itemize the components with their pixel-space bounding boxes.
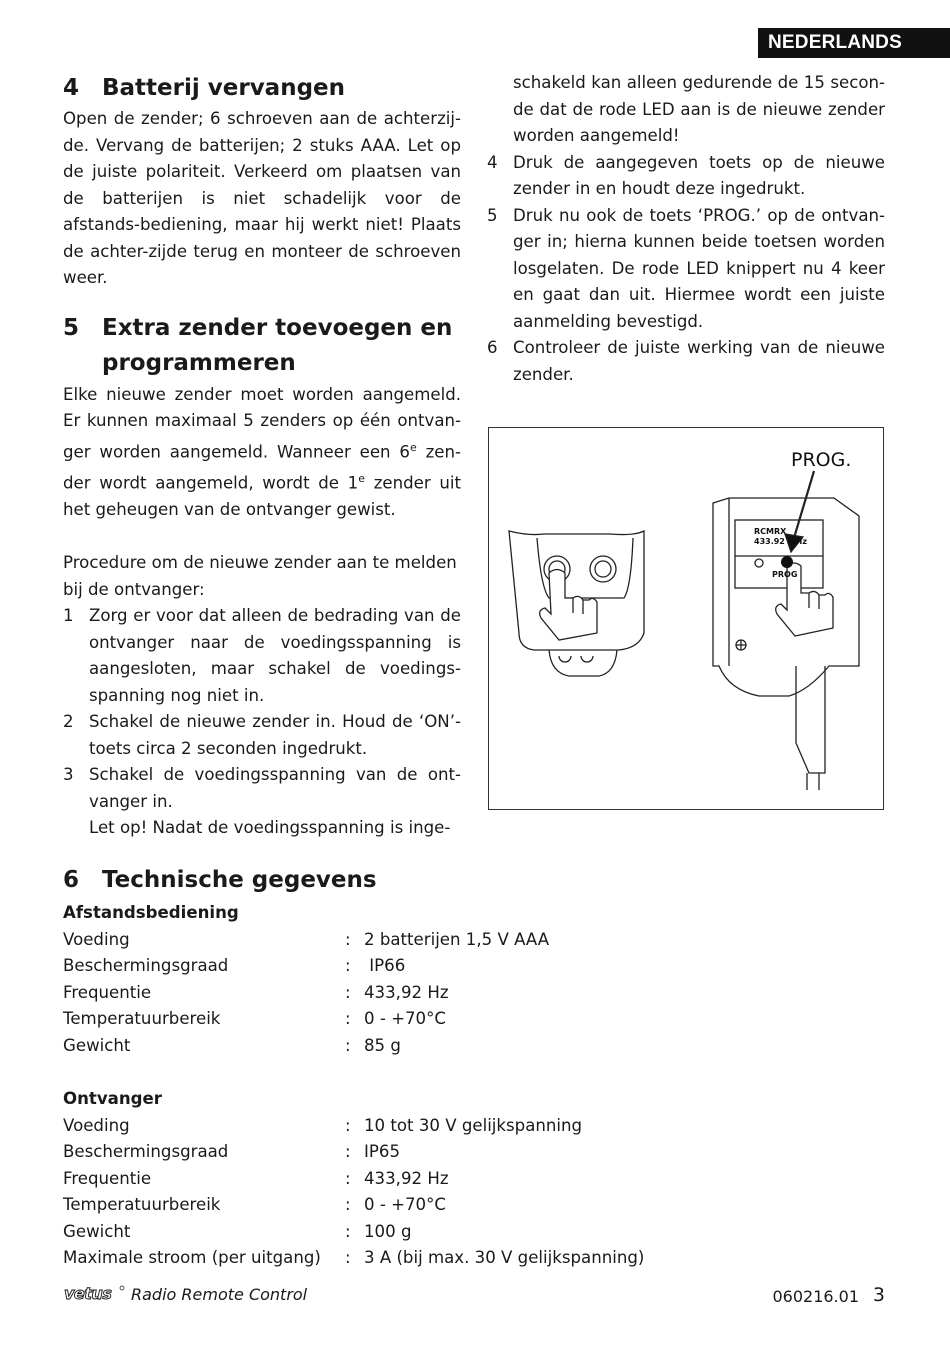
list-item: [487, 70, 885, 150]
step-text: Schakel de voedingsspanning van de ont-vanger in.: [89, 765, 461, 811]
device-button-label: PROG: [772, 570, 798, 579]
spec-group-remote: [63, 900, 883, 1059]
spec-key: Voeding: [63, 929, 130, 949]
section-5-heading: [63, 311, 461, 381]
section-battery: [63, 70, 461, 292]
spec-row: [63, 1139, 883, 1166]
spec-key: Temperatuurbereik: [63, 1195, 221, 1214]
spec-key: Frequentie: [63, 982, 152, 1002]
intro-text: zen-der wordt aangemeld, wordt de 1: [63, 442, 461, 493]
step-text: Controleer de juiste werking van de nieuwe zender.: [513, 338, 885, 384]
list-item: [63, 709, 461, 762]
spec-key: Gewicht: [63, 1035, 131, 1055]
prog-button: [781, 556, 793, 568]
spec-row: [63, 1033, 883, 1060]
spec-separator: :: [345, 956, 351, 975]
list-item: [63, 762, 461, 815]
spec-row: [63, 1192, 883, 1219]
programming-illustration: [488, 427, 884, 810]
language-tab: NEDERLANDS: [758, 28, 950, 58]
spec-value: 433,92 Hz: [364, 982, 449, 1002]
list-item: [487, 335, 885, 388]
section-6-heading: [63, 862, 883, 898]
intro-text: zender uit het geheugen van de ontvanger gewist.: [63, 473, 462, 519]
spec-separator: :: [345, 1142, 351, 1161]
document-code: 060216.01: [772, 1287, 859, 1306]
list-item: [487, 203, 885, 336]
spec-key: Gewicht: [63, 1221, 131, 1241]
spec-value: 100 g: [364, 1221, 412, 1241]
prog-label: PROG.: [791, 449, 852, 471]
page-number: 3: [872, 1284, 885, 1306]
procedure-steps: [63, 603, 461, 842]
step-number: 2: [63, 712, 74, 732]
spec-key: Frequentie: [63, 1168, 152, 1188]
superscript: e: [358, 471, 366, 485]
step-note: schakeld kan alleen gedurende de 15 secon-de dat de rode LED aan is de nieuwe zender worden aangemeld!: [513, 73, 885, 145]
left-column: [63, 70, 461, 842]
step-text: Zorg er voor dat alleen de bedrading van de ontvanger naar de voedingsspanning is aangesloten, maar schakel de voedings-spanning nog niet in.: [89, 606, 461, 705]
intro-text: Elke nieuwe zender moet worden aangemeld. Er kunnen maximaal 5 zenders op één ontvan-ger worden aangemeld. Wanneer een 6: [63, 384, 461, 462]
spec-value: IP66: [364, 956, 406, 975]
spec-value: 433,92 Hz: [364, 1168, 449, 1188]
spec-row: [63, 1113, 883, 1140]
spec-separator: :: [345, 1168, 351, 1188]
spec-row: [63, 1245, 883, 1272]
right-column: [487, 70, 885, 388]
spec-separator: :: [345, 982, 351, 1002]
spec-group-heading: Ontvanger: [63, 1089, 162, 1108]
illustration-svg: [489, 428, 885, 811]
spec-row: [63, 980, 883, 1007]
section-technical-data: [63, 862, 883, 1272]
list-item: [63, 815, 461, 842]
step-number: 6: [487, 338, 498, 357]
section-title: Technische gegevens: [102, 867, 377, 893]
section-number: 5: [63, 314, 80, 341]
section-title: Batterij vervangen: [102, 75, 346, 101]
step-text: Druk nu ook de toets ‘PROG.’ op de ontvan-ger in; hierna kunnen beide toetsen worden losgelaten. De rode LED knippert nu 4 keer en gaat dan uit. Hiermee wordt een juiste aanmelding bevestigd.: [513, 205, 885, 331]
section-5-intro: [63, 382, 461, 524]
step-text: Druk de aangegeven toets op de nieuwe zender in en houdt deze ingedrukt.: [513, 152, 885, 198]
spec-key: Temperatuurbereik: [63, 1009, 221, 1028]
spec-value: 10 tot 30 V gelijkspanning: [364, 1115, 583, 1135]
step-text: Schakel de nieuwe zender in. Houd de ‘ON’-toets circa 2 seconden ingedrukt.: [89, 712, 461, 758]
spec-key: Beschermingsgraad: [63, 956, 229, 975]
spec-row: [63, 1006, 883, 1033]
spec-value: 0 - +70°C: [364, 1195, 446, 1214]
footer-title: Radio Remote Control: [131, 1285, 308, 1304]
spec-row: [63, 1219, 883, 1246]
spacer: [63, 1059, 883, 1086]
step-number: 4: [487, 152, 498, 172]
spec-value: IP65: [364, 1142, 401, 1161]
step-note: Let op! Nadat de voedingsspanning is inge-: [89, 818, 451, 838]
spec-key: Voeding: [63, 1115, 130, 1135]
list-item: [487, 150, 885, 203]
spec-value: 2 batterijen 1,5 V AAA: [364, 929, 550, 949]
spec-value: 3 A (bij max. 30 V gelijkspanning): [364, 1248, 645, 1267]
spec-group-heading: Afstandsbediening: [63, 903, 239, 922]
section-4-heading: [63, 70, 461, 106]
step-number: 5: [487, 205, 498, 225]
section-add-transmitter: [63, 311, 461, 842]
spec-group-receiver: [63, 1086, 883, 1272]
list-item: [63, 603, 461, 709]
procedure-steps-continued: [487, 70, 885, 388]
section-title: Extra zender toevoegen en programmeren: [102, 314, 453, 376]
section-4-body: Open de zender; 6 schroeven aan de achterzij-de. Vervang de batterijen; 2 stuks AAA. Let op de juiste polariteit. Verkeerd om plaatsen van de batterijen is niet schadelijk voor de afstands-bediening, maar hij werkt niet! Plaats de achter-zijde terug en monteer de schroeven weer.: [63, 109, 461, 287]
spec-separator: :: [345, 1115, 351, 1135]
section-number: 6: [63, 867, 80, 893]
spec-separator: :: [345, 1195, 351, 1214]
svg-text:vetus: vetus: [64, 1285, 112, 1303]
spec-separator: :: [345, 1035, 351, 1055]
page-footer: [63, 1282, 885, 1308]
spec-value: 85 g: [364, 1035, 401, 1055]
step-number: 3: [63, 765, 74, 785]
spec-separator: :: [345, 929, 351, 949]
device-label: RCMRX: [754, 527, 787, 536]
section-number: 4: [63, 75, 80, 101]
step-number: 1: [63, 606, 74, 626]
spec-separator: :: [345, 1248, 351, 1267]
spec-key: Beschermingsgraad: [63, 1142, 229, 1161]
spec-value: 0 - +70°C: [364, 1009, 446, 1028]
transmitter-drawing: [509, 531, 644, 676]
superscript: e: [409, 440, 417, 454]
procedure-intro: Procedure om de nieuwe zender aan te melden bij de ontvanger:: [63, 553, 457, 599]
spec-row: [63, 953, 883, 980]
device-frequency-label: 433.92 MHz: [754, 537, 807, 546]
spec-key: Maximale stroom (per uitgang): [63, 1248, 321, 1267]
spec-separator: :: [345, 1009, 351, 1028]
vetus-logo: [63, 1285, 125, 1303]
spec-row: [63, 1166, 883, 1193]
spec-row: [63, 927, 883, 954]
spec-separator: :: [345, 1221, 351, 1241]
